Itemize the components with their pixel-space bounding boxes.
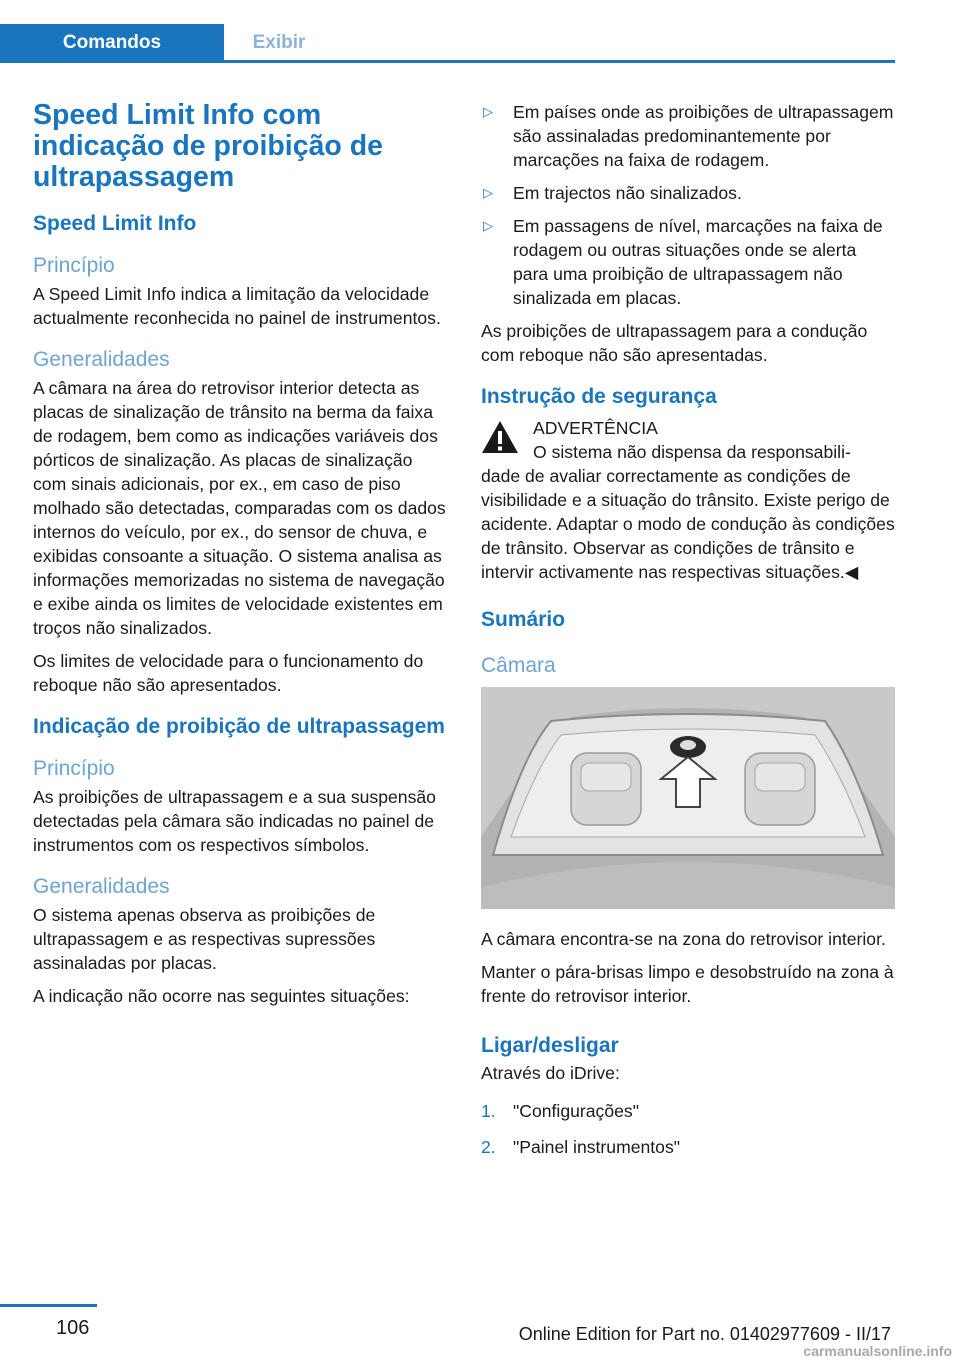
tab-comandos[interactable]: Comandos: [0, 24, 224, 62]
warning-triangle-icon: [481, 420, 519, 454]
paragraph-principio-2: As proibições de ultrapassagem e a sua suspensão detectadas pela câmara são indicadas no painel de instrumentos com os respectivos símbolos.: [33, 787, 436, 855]
heading-principio-1: Princípio: [33, 254, 115, 277]
paragraph-parabrisas: Manter o pára-brisas limpo e desobstruído na zona à frente do retrovisor interior.: [481, 962, 894, 1006]
watermark: carmanualsonline.info: [803, 1343, 952, 1359]
list-item: ▷ Em trajectos não sinalizados.: [483, 183, 742, 203]
page-number: 106: [56, 1317, 90, 1339]
chapter-tabs: [0, 24, 334, 62]
paragraph-generalidades-1a: A câmara na área do retrovisor interior detecta as placas de sinalização de trânsito na berma da faixa de rodagem, bem como as indicações variáveis dos pórticos de sinalização. As placas de sinalização com sinais adicionais, por ex., em caso de piso molhado são detectadas, comparadas com os dados internos do veículo, por ex., do sensor de chuva, e exibidas consoante a situação. O sistema analisa as informações memorizadas no sistema de navegação e exibe ainda os limites de velocidade existentes em troços não sinalizados.: [33, 378, 446, 638]
paragraph-reboque: As proibições de ultrapassagem para a condução com reboque não são apresentadas.: [481, 321, 868, 365]
heading-camara: Câmara: [481, 654, 556, 677]
paragraph-idrive: Através do iDrive:: [481, 1063, 620, 1083]
heading-generalidades-1: Generalidades: [33, 348, 170, 371]
page-title: Speed Limit Info com indicação de proibição de ultrapassagem: [33, 99, 384, 193]
footer-rule: [0, 1304, 97, 1307]
warning-title: ADVERTÊNCIA: [533, 418, 658, 438]
right-column: [481, 100, 895, 1171]
list-item: 1. "Configurações": [481, 1101, 639, 1121]
list-item: ▷ Em países onde as proibições de ultrapassagem são assinaladas predominantemente por marcações na faixa de rodagem.: [483, 102, 894, 170]
tab-exibir[interactable]: Exibir: [252, 32, 306, 53]
left-column: [33, 100, 448, 1017]
warning-block: [481, 416, 895, 584]
edition-text: Online Edition for Part no. 01402977609 - II/17: [518, 1324, 891, 1344]
heading-seguranca: Instrução de segurança: [481, 385, 717, 408]
paragraph-generalidades-2a: O sistema apenas observa as proibições de ultrapassagem e as respectivas supressões assinaladas por placas.: [33, 905, 376, 973]
warning-text: dade de avaliar correctamente as condições de visibilidade e a situação do trânsito. Existe perigo de acidente. Adaptar o modo de condução às condições de trânsito. Observar as condições de trânsito e intervir activamente nas respectivas situações.◀: [481, 466, 895, 582]
warning-text-first: O sistema não dispensa da responsabili-: [533, 442, 851, 462]
heading-generalidades-2: Generalidades: [33, 875, 170, 898]
situations-list: [481, 100, 895, 310]
header-rule: [0, 60, 895, 63]
paragraph-generalidades-2b: A indicação não ocorre nas seguintes situações:: [33, 986, 410, 1006]
steps-list: [481, 1099, 895, 1159]
triangle-bullet-icon: ▷: [483, 185, 493, 200]
heading-indicacao: Indicação de proibição de ultrapassagem: [33, 715, 445, 738]
list-item: 2. "Painel instrumentos": [481, 1137, 681, 1157]
triangle-bullet-icon: ▷: [483, 218, 493, 233]
paragraph-principio-1: A Speed Limit Info indica a limitação da velocidade actualmente reconhecida no painel de instrumentos.: [33, 284, 441, 328]
triangle-bullet-icon: ▷: [483, 104, 493, 119]
heading-sumario: Sumário: [481, 608, 566, 631]
list-item: ▷ Em passagens de nível, marcações na faixa de rodagem ou outras situações onde se alerta para uma proibição de ultrapassagem não sinalizada em placas.: [483, 216, 883, 308]
paragraph-generalidades-1b: Os limites de velocidade para o funcionamento do reboque não são apresentados.: [33, 651, 424, 695]
heading-ligar-desligar: Ligar/desligar: [481, 1034, 619, 1057]
paragraph-camara: A câmara encontra-se na zona do retrovisor interior.: [481, 929, 886, 949]
heading-speed-limit-info: Speed Limit Info: [33, 212, 197, 235]
camera-location-image: [481, 687, 895, 909]
heading-principio-2: Princípio: [33, 757, 115, 780]
